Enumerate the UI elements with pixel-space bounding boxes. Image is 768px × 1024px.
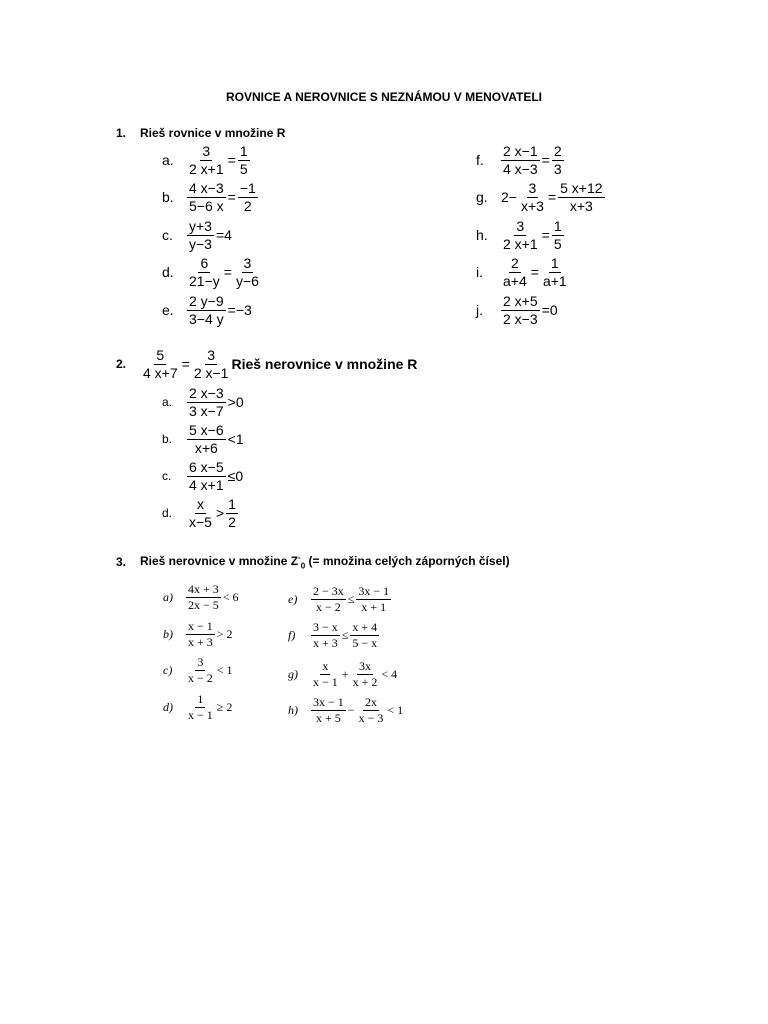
inequality (185, 620, 234, 648)
section-3-text (140, 553, 510, 570)
section-3-heading (116, 553, 510, 570)
section-2-heading (116, 348, 417, 380)
fraction (501, 294, 540, 326)
equation (500, 181, 606, 213)
fraction (186, 583, 221, 611)
numerator: 3 − x (313, 620, 338, 634)
fraction (501, 219, 540, 251)
math-operator: ≤0 (227, 468, 244, 485)
numerator: 2 x−3 (189, 385, 224, 401)
s3-item-b (163, 620, 234, 648)
numerator: x (196, 496, 204, 512)
inequality (310, 585, 392, 613)
numerator: 2 x+5 (503, 293, 538, 309)
fraction (186, 620, 215, 648)
inequality (186, 423, 245, 455)
s3-item-g (288, 660, 398, 688)
numerator: 2 (510, 255, 519, 271)
numerator: 4x + 3 (188, 582, 219, 596)
item-label: e) (288, 591, 298, 606)
numerator: 3x − 1 (313, 695, 344, 709)
equation (500, 294, 559, 326)
s2-item-c (162, 460, 244, 492)
item-label: g) (288, 666, 298, 681)
numerator: 1 (239, 143, 248, 159)
fraction (238, 144, 250, 176)
denominator: 2 x+1 (189, 160, 224, 177)
s1-item-a (162, 144, 251, 176)
numerator: 5 x+12 (560, 180, 603, 196)
numerator: 1 (550, 255, 559, 271)
denominator: x + 2 (352, 674, 378, 689)
s1-item-i (476, 256, 570, 288)
denominator: 2 x−1 (193, 364, 229, 381)
fraction (311, 696, 346, 724)
denominator: x + 3 (188, 634, 213, 649)
fraction (351, 660, 380, 688)
fraction (226, 497, 238, 529)
section-2-lead-equation (140, 348, 231, 380)
numerator: 2 x−1 (503, 143, 538, 159)
item-label: b. (162, 189, 174, 206)
denominator: y−3 (189, 235, 212, 252)
denominator: 21−y (189, 272, 220, 289)
fraction (187, 219, 214, 251)
s1-item-c (162, 219, 233, 251)
item-label: a. (162, 395, 173, 410)
denominator: x − 1 (188, 707, 213, 722)
numerator: 6 x−5 (189, 459, 224, 475)
equation (500, 256, 570, 288)
denominator: 4 x+7 (143, 364, 178, 381)
z-superscript: - (298, 553, 301, 562)
denominator: 4 x+1 (189, 476, 224, 493)
denominator: 5 − x (352, 635, 378, 650)
section-1-text: Rieš rovnice v množine R (140, 126, 286, 140)
numerator: 3 (197, 655, 204, 669)
fraction (187, 423, 226, 455)
inequality (186, 386, 245, 418)
math-operator: = (547, 189, 557, 206)
inequality (185, 656, 234, 684)
numerator: 4 x−3 (189, 180, 224, 196)
math-operator: >0 (227, 394, 244, 411)
fraction (187, 386, 226, 418)
s3-item-e (288, 585, 392, 613)
fraction (311, 585, 346, 613)
s2-item-b (162, 423, 245, 455)
s1-item-f (476, 144, 565, 176)
fraction (186, 656, 215, 684)
s2-item-a (162, 386, 245, 418)
denominator: 5 (553, 235, 562, 252)
denominator: 3−4 y (189, 310, 224, 327)
item-label: c. (162, 469, 172, 484)
math-operator: =0 (541, 302, 558, 319)
item-label: e. (162, 302, 174, 319)
math-operator: + (341, 666, 349, 681)
math-operator: ≤ (341, 627, 349, 642)
inequality (185, 693, 233, 721)
item-label: i. (476, 264, 483, 281)
fraction (519, 181, 546, 213)
numerator: −1 (239, 180, 256, 196)
numerator: 1 (228, 496, 236, 512)
item-label: f. (476, 152, 484, 169)
s1-item-e (162, 294, 253, 326)
denominator: x − 1 (313, 674, 338, 689)
fraction (186, 693, 215, 721)
denominator: x − 3 (358, 710, 384, 725)
denominator: 2 x+1 (503, 235, 538, 252)
denominator: 2 (228, 513, 236, 530)
inequality (310, 660, 398, 688)
math-operator: > (215, 505, 225, 522)
fraction (187, 497, 214, 529)
numerator: 6 (200, 255, 209, 271)
math-operator: ≤ (347, 591, 355, 606)
section-1-heading (116, 126, 285, 140)
numerator: 3x (358, 659, 371, 673)
denominator: 3 (553, 160, 562, 177)
equation (186, 294, 253, 326)
math-operator: = (541, 152, 550, 169)
math-operator: = (530, 264, 539, 281)
item-label: d) (163, 699, 173, 714)
denominator: 5 (239, 160, 248, 177)
math-operator: < 1 (216, 662, 233, 677)
section-1-number: 1. (116, 126, 127, 140)
item-label: d. (162, 264, 174, 281)
item-label: j. (476, 302, 483, 319)
numerator: 2x (364, 695, 377, 709)
s3-item-f (288, 621, 380, 649)
fraction (238, 181, 258, 213)
section-2-text: Rieš nerovnice v množine R (231, 356, 418, 373)
section-3-number: 3. (116, 554, 127, 569)
math-operator: =−3 (227, 302, 252, 319)
math-operator: < 1 (387, 702, 404, 717)
numerator: x (322, 659, 329, 673)
numerator: 2 (553, 143, 562, 159)
item-label: a) (163, 589, 173, 604)
item-label: b) (163, 626, 173, 641)
denominator: 2 (243, 197, 252, 214)
denominator: x + 5 (316, 710, 341, 725)
inequality (310, 696, 404, 724)
s3-item-d (163, 693, 233, 721)
fraction (234, 256, 261, 288)
fraction (558, 181, 604, 213)
math-operator: − (347, 702, 355, 717)
numerator: 2 − 3x (313, 584, 344, 598)
numerator: 2 y−9 (189, 293, 224, 309)
numerator: 3x − 1 (358, 584, 390, 598)
item-label: b. (162, 432, 173, 447)
math-operator: < 4 (381, 666, 398, 681)
inequality (185, 583, 240, 611)
fraction (187, 144, 226, 176)
fraction (356, 585, 391, 613)
numerator: 1 (197, 692, 204, 706)
fraction (311, 660, 340, 688)
equation (186, 219, 233, 251)
item-label: c. (162, 227, 173, 244)
equation (500, 144, 565, 176)
inequality (310, 621, 380, 649)
fraction (501, 144, 540, 176)
s1-item-j (476, 294, 559, 326)
denominator: x+6 (194, 439, 218, 456)
denominator: x+3 (520, 197, 544, 214)
numerator: 5 (156, 347, 165, 363)
fraction (311, 621, 340, 649)
denominator: a+1 (542, 272, 567, 289)
fraction (187, 181, 226, 213)
fraction (187, 294, 226, 326)
s1-item-b (162, 181, 259, 213)
item-label: h) (288, 702, 298, 717)
denominator: a+4 (503, 272, 527, 289)
math-operator: = (223, 264, 232, 281)
denominator: x + 1 (361, 599, 387, 614)
denominator: x−5 (189, 513, 212, 530)
numerator: x − 1 (188, 619, 213, 633)
s3-item-c (163, 656, 234, 684)
item-label: h. (476, 227, 488, 244)
fraction (192, 348, 231, 380)
section-3-text-after: (= množina celých záporných čísel) (305, 554, 510, 568)
item-label: d. (162, 506, 173, 521)
math-operator: =4 (215, 227, 232, 244)
item-label: g. (476, 189, 488, 206)
denominator: 3 x−7 (189, 402, 224, 419)
numerator: 3 (243, 255, 252, 271)
math-operator: = (227, 189, 236, 206)
fraction (552, 144, 564, 176)
denominator: x − 2 (316, 599, 341, 614)
math-operator: = (541, 227, 550, 244)
item-label: a. (162, 152, 174, 169)
item-label: c) (163, 662, 173, 677)
fraction (141, 348, 180, 380)
inequality (186, 460, 244, 492)
denominator: 4 x−3 (503, 160, 538, 177)
math-operator: 2− (501, 189, 517, 206)
math-operator: = (181, 356, 190, 373)
fraction (187, 256, 222, 288)
inequality (186, 497, 239, 529)
fraction (350, 621, 379, 649)
s3-item-h (288, 696, 404, 724)
numerator: x + 4 (352, 620, 378, 634)
section-2-number: 2. (116, 357, 127, 372)
fraction (541, 256, 569, 288)
z-subscript: 0 (300, 561, 306, 571)
numerator: 1 (553, 218, 562, 234)
math-operator: <1 (227, 431, 244, 448)
fraction (501, 256, 529, 288)
equation (186, 144, 251, 176)
math-operator: > 2 (216, 626, 233, 641)
math-operator: = (227, 152, 236, 169)
section-3-text-before: Rieš nerovnice v množine Z (140, 554, 299, 568)
s1-item-d (162, 256, 262, 288)
equation (500, 219, 565, 251)
denominator: x − 2 (188, 670, 213, 685)
s1-item-g (476, 181, 606, 213)
s1-item-h (476, 219, 565, 251)
denominator: x+3 (569, 197, 593, 214)
page-title: ROVNICE A NEROVNICE S NEZNÁMOU V MENOVATELI (225, 90, 543, 104)
numerator: 5 x−6 (189, 422, 224, 438)
numerator: 3 (207, 347, 216, 363)
numerator: 3 (528, 180, 537, 196)
math-operator: < 6 (222, 589, 239, 604)
fraction (357, 696, 386, 724)
denominator: x + 3 (313, 635, 338, 650)
fraction (552, 219, 564, 251)
s3-item-a (163, 583, 240, 611)
numerator: y+3 (189, 218, 212, 234)
s2-item-d (162, 497, 239, 529)
equation (186, 256, 262, 288)
fraction (187, 460, 226, 492)
item-label: f) (288, 627, 296, 642)
denominator: 2x − 5 (188, 597, 219, 612)
numerator: 3 (516, 218, 525, 234)
denominator: 2 x−3 (503, 310, 538, 327)
numerator: 3 (202, 143, 211, 159)
denominator: y−6 (235, 272, 259, 289)
denominator: 5−6 x (189, 197, 224, 214)
equation (186, 181, 259, 213)
math-operator: ≥ 2 (216, 699, 233, 714)
